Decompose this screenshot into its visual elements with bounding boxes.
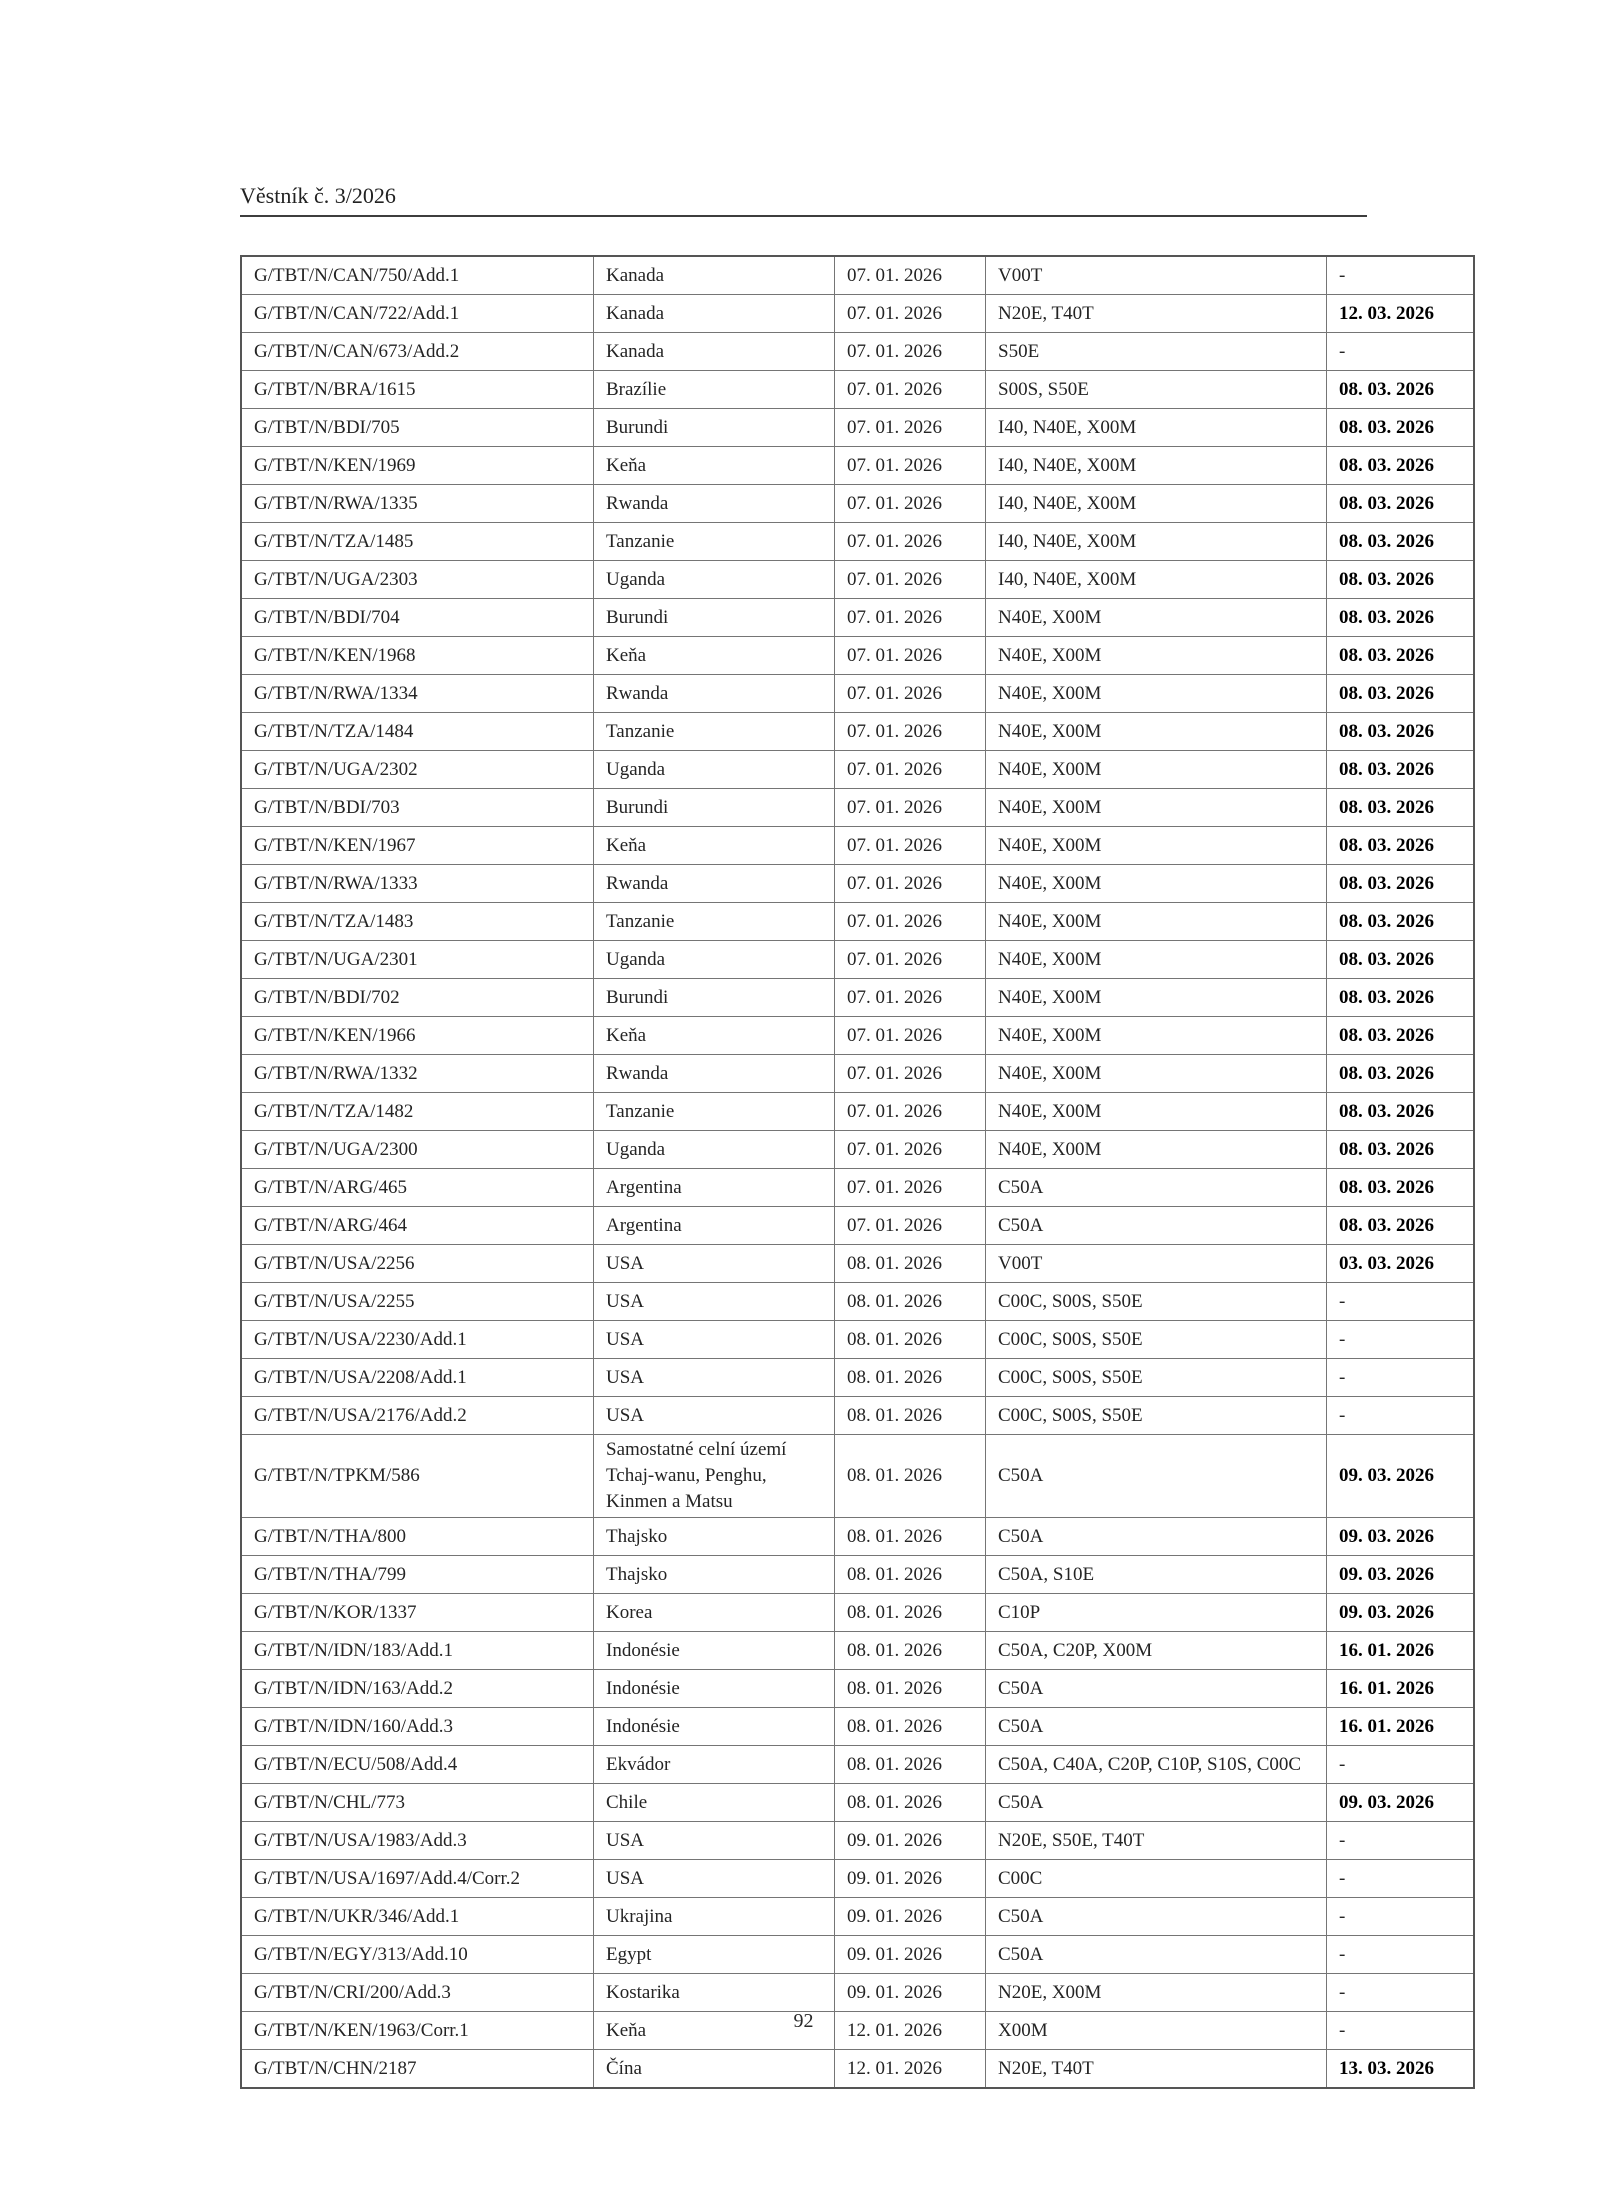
cell-notification: G/TBT/N/KOR/1337 — [241, 1594, 594, 1632]
cell-country: Ekvádor — [594, 1746, 835, 1784]
table-row — [241, 1207, 1474, 1245]
cell-notification: G/TBT/N/IDN/163/Add.2 — [241, 1670, 594, 1708]
cell-notification: G/TBT/N/CRI/200/Add.3 — [241, 1974, 594, 2012]
table-row — [241, 941, 1474, 979]
cell-notification: G/TBT/N/THA/799 — [241, 1556, 594, 1594]
table-row — [241, 979, 1474, 1017]
cell-deadline: - — [1327, 1898, 1475, 1936]
table-row — [241, 1936, 1474, 1974]
cell-notification: G/TBT/N/USA/2208/Add.1 — [241, 1359, 594, 1397]
cell-country: Tanzanie — [594, 713, 835, 751]
table-row — [241, 1435, 1474, 1518]
cell-country: Burundi — [594, 979, 835, 1017]
cell-notification: G/TBT/N/RWA/1333 — [241, 865, 594, 903]
cell-published: 07. 01. 2026 — [835, 599, 986, 637]
table-row — [241, 827, 1474, 865]
cell-codes: N40E, X00M — [986, 941, 1327, 979]
page-title: Věstník č. 3/2026 — [240, 184, 1367, 217]
cell-notification: G/TBT/N/TZA/1484 — [241, 713, 594, 751]
cell-country: Thajsko — [594, 1556, 835, 1594]
cell-published: 09. 01. 2026 — [835, 1898, 986, 1936]
cell-published: 09. 01. 2026 — [835, 1936, 986, 1974]
cell-codes: I40, N40E, X00M — [986, 447, 1327, 485]
cell-deadline: 16. 01. 2026 — [1327, 1670, 1475, 1708]
cell-published: 08. 01. 2026 — [835, 1632, 986, 1670]
cell-notification: G/TBT/N/TPKM/586 — [241, 1435, 594, 1518]
table-row — [241, 2050, 1474, 2089]
table-row — [241, 295, 1474, 333]
cell-codes: C10P — [986, 1594, 1327, 1632]
cell-codes: C50A — [986, 1518, 1327, 1556]
cell-codes: V00T — [986, 1245, 1327, 1283]
cell-deadline: - — [1327, 333, 1475, 371]
cell-deadline: - — [1327, 1746, 1475, 1784]
cell-deadline: 08. 03. 2026 — [1327, 447, 1475, 485]
cell-notification: G/TBT/N/ARG/465 — [241, 1169, 594, 1207]
cell-notification: G/TBT/N/KEN/1963/Corr.1 — [241, 2012, 594, 2050]
cell-deadline: 08. 03. 2026 — [1327, 865, 1475, 903]
cell-published: 09. 01. 2026 — [835, 1974, 986, 2012]
cell-published: 08. 01. 2026 — [835, 1359, 986, 1397]
table-row — [241, 637, 1474, 675]
cell-published: 08. 01. 2026 — [835, 1435, 986, 1518]
cell-codes: N40E, X00M — [986, 1093, 1327, 1131]
cell-deadline: - — [1327, 1822, 1475, 1860]
cell-notification: G/TBT/N/CAN/722/Add.1 — [241, 295, 594, 333]
cell-deadline: 08. 03. 2026 — [1327, 485, 1475, 523]
cell-deadline: 08. 03. 2026 — [1327, 1169, 1475, 1207]
cell-deadline: 08. 03. 2026 — [1327, 1207, 1475, 1245]
cell-notification: G/TBT/N/UGA/2300 — [241, 1131, 594, 1169]
table-row — [241, 1131, 1474, 1169]
cell-codes: C50A — [986, 1784, 1327, 1822]
cell-codes: C00C, S00S, S50E — [986, 1397, 1327, 1435]
table-row — [241, 371, 1474, 409]
cell-published: 07. 01. 2026 — [835, 523, 986, 561]
cell-published: 07. 01. 2026 — [835, 485, 986, 523]
cell-codes: C50A — [986, 1708, 1327, 1746]
cell-published: 07. 01. 2026 — [835, 903, 986, 941]
cell-notification: G/TBT/N/BDI/704 — [241, 599, 594, 637]
cell-country: Uganda — [594, 1131, 835, 1169]
cell-notification: G/TBT/N/USA/2176/Add.2 — [241, 1397, 594, 1435]
cell-deadline: 08. 03. 2026 — [1327, 675, 1475, 713]
cell-deadline: 13. 03. 2026 — [1327, 2050, 1475, 2089]
table-row — [241, 1321, 1474, 1359]
cell-codes: N40E, X00M — [986, 637, 1327, 675]
table-row — [241, 1594, 1474, 1632]
cell-notification: G/TBT/N/KEN/1967 — [241, 827, 594, 865]
cell-country: Chile — [594, 1784, 835, 1822]
cell-country: Burundi — [594, 409, 835, 447]
cell-country: USA — [594, 1822, 835, 1860]
cell-published: 09. 01. 2026 — [835, 1860, 986, 1898]
cell-deadline: 08. 03. 2026 — [1327, 941, 1475, 979]
cell-notification: G/TBT/N/RWA/1334 — [241, 675, 594, 713]
table-row — [241, 409, 1474, 447]
cell-deadline: - — [1327, 1860, 1475, 1898]
cell-published: 12. 01. 2026 — [835, 2012, 986, 2050]
cell-country: Keňa — [594, 637, 835, 675]
cell-deadline: 08. 03. 2026 — [1327, 599, 1475, 637]
table-row — [241, 1283, 1474, 1321]
cell-codes: C00C — [986, 1860, 1327, 1898]
cell-codes: C50A — [986, 1936, 1327, 1974]
cell-published: 08. 01. 2026 — [835, 1670, 986, 1708]
cell-codes: N40E, X00M — [986, 1017, 1327, 1055]
cell-notification: G/TBT/N/UGA/2302 — [241, 751, 594, 789]
cell-codes: N40E, X00M — [986, 979, 1327, 1017]
table-row — [241, 1670, 1474, 1708]
cell-notification: G/TBT/N/CAN/673/Add.2 — [241, 333, 594, 371]
table-row — [241, 523, 1474, 561]
cell-deadline: 08. 03. 2026 — [1327, 789, 1475, 827]
table-row — [241, 599, 1474, 637]
cell-country: Uganda — [594, 751, 835, 789]
cell-country: Samostatné celní území Tchaj-wanu, Penghu, Kinmen a Matsu — [594, 1435, 835, 1518]
cell-country: USA — [594, 1321, 835, 1359]
table-row — [241, 1518, 1474, 1556]
cell-notification: G/TBT/N/USA/2255 — [241, 1283, 594, 1321]
cell-notification: G/TBT/N/IDN/183/Add.1 — [241, 1632, 594, 1670]
cell-published: 08. 01. 2026 — [835, 1283, 986, 1321]
cell-deadline: - — [1327, 1397, 1475, 1435]
cell-codes: C50A, S10E — [986, 1556, 1327, 1594]
cell-codes: C50A — [986, 1670, 1327, 1708]
cell-country: Uganda — [594, 561, 835, 599]
cell-codes: C00C, S00S, S50E — [986, 1321, 1327, 1359]
cell-published: 07. 01. 2026 — [835, 447, 986, 485]
cell-notification: G/TBT/N/USA/2230/Add.1 — [241, 1321, 594, 1359]
cell-deadline: - — [1327, 1974, 1475, 2012]
cell-country: Kanada — [594, 333, 835, 371]
cell-deadline: 08. 03. 2026 — [1327, 637, 1475, 675]
cell-deadline: 08. 03. 2026 — [1327, 1055, 1475, 1093]
cell-published: 07. 01. 2026 — [835, 1131, 986, 1169]
cell-notification: G/TBT/N/TZA/1485 — [241, 523, 594, 561]
cell-published: 07. 01. 2026 — [835, 789, 986, 827]
cell-deadline: 16. 01. 2026 — [1327, 1632, 1475, 1670]
cell-country: Čína — [594, 2050, 835, 2089]
cell-country: Korea — [594, 1594, 835, 1632]
cell-country: Rwanda — [594, 1055, 835, 1093]
cell-notification: G/TBT/N/BDI/702 — [241, 979, 594, 1017]
cell-deadline: 08. 03. 2026 — [1327, 1017, 1475, 1055]
cell-country: Keňa — [594, 1017, 835, 1055]
notifications-table-body — [241, 256, 1474, 2088]
cell-deadline: 08. 03. 2026 — [1327, 561, 1475, 599]
table-row — [241, 1556, 1474, 1594]
cell-published: 08. 01. 2026 — [835, 1556, 986, 1594]
cell-country: Thajsko — [594, 1518, 835, 1556]
cell-notification: G/TBT/N/EGY/313/Add.10 — [241, 1936, 594, 1974]
cell-published: 07. 01. 2026 — [835, 713, 986, 751]
cell-codes: S00S, S50E — [986, 371, 1327, 409]
cell-codes: I40, N40E, X00M — [986, 409, 1327, 447]
table-row — [241, 485, 1474, 523]
cell-deadline: 12. 03. 2026 — [1327, 295, 1475, 333]
cell-published: 08. 01. 2026 — [835, 1397, 986, 1435]
cell-country: Rwanda — [594, 675, 835, 713]
table-row — [241, 1245, 1474, 1283]
cell-published: 07. 01. 2026 — [835, 295, 986, 333]
cell-codes: C00C, S00S, S50E — [986, 1359, 1327, 1397]
cell-codes: I40, N40E, X00M — [986, 523, 1327, 561]
table-row — [241, 1632, 1474, 1670]
cell-published: 08. 01. 2026 — [835, 1594, 986, 1632]
cell-codes: C50A — [986, 1207, 1327, 1245]
cell-notification: G/TBT/N/KEN/1966 — [241, 1017, 594, 1055]
cell-codes: N40E, X00M — [986, 1131, 1327, 1169]
cell-codes: C50A — [986, 1435, 1327, 1518]
cell-country: Keňa — [594, 447, 835, 485]
table-row — [241, 751, 1474, 789]
cell-notification: G/TBT/N/TZA/1482 — [241, 1093, 594, 1131]
cell-deadline: 09. 03. 2026 — [1327, 1594, 1475, 1632]
table-row — [241, 1017, 1474, 1055]
table-row — [241, 1093, 1474, 1131]
cell-codes: N40E, X00M — [986, 751, 1327, 789]
cell-deadline: 08. 03. 2026 — [1327, 713, 1475, 751]
cell-published: 07. 01. 2026 — [835, 1093, 986, 1131]
cell-codes: N40E, X00M — [986, 1055, 1327, 1093]
table-row — [241, 789, 1474, 827]
cell-codes: N20E, S50E, T40T — [986, 1822, 1327, 1860]
table-row — [241, 1359, 1474, 1397]
cell-notification: G/TBT/N/USA/1697/Add.4/Corr.2 — [241, 1860, 594, 1898]
cell-deadline: 09. 03. 2026 — [1327, 1784, 1475, 1822]
cell-notification: G/TBT/N/UGA/2303 — [241, 561, 594, 599]
cell-deadline: 09. 03. 2026 — [1327, 1435, 1475, 1518]
cell-notification: G/TBT/N/CAN/750/Add.1 — [241, 256, 594, 295]
cell-country: Uganda — [594, 941, 835, 979]
cell-country: Egypt — [594, 1936, 835, 1974]
table-row — [241, 1822, 1474, 1860]
cell-codes: N20E, T40T — [986, 295, 1327, 333]
cell-country: Kostarika — [594, 1974, 835, 2012]
cell-notification: G/TBT/N/CHN/2187 — [241, 2050, 594, 2089]
cell-codes: I40, N40E, X00M — [986, 485, 1327, 523]
cell-notification: G/TBT/N/USA/2256 — [241, 1245, 594, 1283]
cell-country: Brazílie — [594, 371, 835, 409]
cell-published: 07. 01. 2026 — [835, 1207, 986, 1245]
cell-country: Argentina — [594, 1207, 835, 1245]
cell-notification: G/TBT/N/KEN/1968 — [241, 637, 594, 675]
cell-country: Indonésie — [594, 1708, 835, 1746]
cell-published: 07. 01. 2026 — [835, 1169, 986, 1207]
cell-published: 07. 01. 2026 — [835, 409, 986, 447]
cell-published: 08. 01. 2026 — [835, 1245, 986, 1283]
cell-published: 12. 01. 2026 — [835, 2050, 986, 2089]
cell-country: USA — [594, 1860, 835, 1898]
cell-notification: G/TBT/N/BDI/705 — [241, 409, 594, 447]
cell-codes: N40E, X00M — [986, 599, 1327, 637]
cell-published: 07. 01. 2026 — [835, 865, 986, 903]
cell-codes: C50A — [986, 1169, 1327, 1207]
table-row — [241, 1860, 1474, 1898]
cell-country: Tanzanie — [594, 903, 835, 941]
cell-published: 08. 01. 2026 — [835, 1518, 986, 1556]
table-row — [241, 1746, 1474, 1784]
cell-published: 07. 01. 2026 — [835, 941, 986, 979]
cell-published: 08. 01. 2026 — [835, 1784, 986, 1822]
table-row — [241, 1898, 1474, 1936]
cell-country: USA — [594, 1397, 835, 1435]
cell-country: USA — [594, 1359, 835, 1397]
cell-codes: N20E, T40T — [986, 2050, 1327, 2089]
cell-published: 07. 01. 2026 — [835, 561, 986, 599]
cell-deadline: 08. 03. 2026 — [1327, 1131, 1475, 1169]
cell-country: USA — [594, 1283, 835, 1321]
cell-notification: G/TBT/N/CHL/773 — [241, 1784, 594, 1822]
cell-published: 07. 01. 2026 — [835, 1055, 986, 1093]
table-row — [241, 256, 1474, 295]
cell-codes: N40E, X00M — [986, 865, 1327, 903]
cell-published: 07. 01. 2026 — [835, 979, 986, 1017]
cell-deadline: 08. 03. 2026 — [1327, 827, 1475, 865]
cell-deadline: 08. 03. 2026 — [1327, 903, 1475, 941]
cell-notification: G/TBT/N/TZA/1483 — [241, 903, 594, 941]
cell-notification: G/TBT/N/BRA/1615 — [241, 371, 594, 409]
table-row — [241, 713, 1474, 751]
cell-codes: N40E, X00M — [986, 789, 1327, 827]
cell-notification: G/TBT/N/THA/800 — [241, 1518, 594, 1556]
cell-codes: N40E, X00M — [986, 827, 1327, 865]
cell-published: 09. 01. 2026 — [835, 1822, 986, 1860]
cell-codes: C50A, C20P, X00M — [986, 1632, 1327, 1670]
table-row — [241, 903, 1474, 941]
cell-deadline: 03. 03. 2026 — [1327, 1245, 1475, 1283]
cell-notification: G/TBT/N/KEN/1969 — [241, 447, 594, 485]
cell-deadline: - — [1327, 256, 1475, 295]
table-row — [241, 1169, 1474, 1207]
cell-deadline: - — [1327, 2012, 1475, 2050]
cell-deadline: 08. 03. 2026 — [1327, 371, 1475, 409]
cell-codes: X00M — [986, 2012, 1327, 2050]
table-row — [241, 333, 1474, 371]
cell-deadline: 08. 03. 2026 — [1327, 523, 1475, 561]
cell-codes: N40E, X00M — [986, 713, 1327, 751]
cell-deadline: - — [1327, 1321, 1475, 1359]
table-row — [241, 1784, 1474, 1822]
table-row — [241, 1974, 1474, 2012]
cell-published: 07. 01. 2026 — [835, 1017, 986, 1055]
cell-codes: N20E, X00M — [986, 1974, 1327, 2012]
table-row — [241, 561, 1474, 599]
cell-country: USA — [594, 1245, 835, 1283]
cell-country: Burundi — [594, 599, 835, 637]
table-row — [241, 675, 1474, 713]
cell-codes: S50E — [986, 333, 1327, 371]
cell-country: Ukrajina — [594, 1898, 835, 1936]
cell-codes: I40, N40E, X00M — [986, 561, 1327, 599]
cell-deadline: 08. 03. 2026 — [1327, 409, 1475, 447]
cell-notification: G/TBT/N/UKR/346/Add.1 — [241, 1898, 594, 1936]
notifications-table — [240, 255, 1475, 2089]
cell-notification: G/TBT/N/BDI/703 — [241, 789, 594, 827]
cell-country: Rwanda — [594, 865, 835, 903]
cell-deadline: - — [1327, 1936, 1475, 1974]
cell-country: Indonésie — [594, 1670, 835, 1708]
cell-country: Kanada — [594, 295, 835, 333]
table-row — [241, 1055, 1474, 1093]
cell-notification: G/TBT/N/ARG/464 — [241, 1207, 594, 1245]
page-number: 92 — [793, 2010, 814, 2032]
cell-country: Rwanda — [594, 485, 835, 523]
cell-deadline: 16. 01. 2026 — [1327, 1708, 1475, 1746]
table-row — [241, 1708, 1474, 1746]
cell-published: 08. 01. 2026 — [835, 1746, 986, 1784]
cell-codes: C50A — [986, 1898, 1327, 1936]
cell-published: 07. 01. 2026 — [835, 637, 986, 675]
table-row — [241, 447, 1474, 485]
cell-codes: C50A, C40A, C20P, C10P, S10S, C00C — [986, 1746, 1327, 1784]
cell-country: Indonésie — [594, 1632, 835, 1670]
cell-country: Keňa — [594, 2012, 835, 2050]
cell-country: Tanzanie — [594, 523, 835, 561]
cell-published: 07. 01. 2026 — [835, 371, 986, 409]
cell-notification: G/TBT/N/IDN/160/Add.3 — [241, 1708, 594, 1746]
cell-notification: G/TBT/N/USA/1983/Add.3 — [241, 1822, 594, 1860]
cell-deadline: 08. 03. 2026 — [1327, 979, 1475, 1017]
cell-deadline: 09. 03. 2026 — [1327, 1556, 1475, 1594]
cell-notification: G/TBT/N/RWA/1335 — [241, 485, 594, 523]
cell-deadline: 09. 03. 2026 — [1327, 1518, 1475, 1556]
cell-notification: G/TBT/N/RWA/1332 — [241, 1055, 594, 1093]
cell-published: 07. 01. 2026 — [835, 256, 986, 295]
cell-deadline: - — [1327, 1283, 1475, 1321]
cell-notification: G/TBT/N/UGA/2301 — [241, 941, 594, 979]
cell-published: 08. 01. 2026 — [835, 1708, 986, 1746]
cell-notification: G/TBT/N/ECU/508/Add.4 — [241, 1746, 594, 1784]
table-row — [241, 865, 1474, 903]
cell-codes: V00T — [986, 256, 1327, 295]
cell-deadline: 08. 03. 2026 — [1327, 1093, 1475, 1131]
cell-country: Burundi — [594, 789, 835, 827]
cell-codes: N40E, X00M — [986, 903, 1327, 941]
cell-published: 07. 01. 2026 — [835, 827, 986, 865]
cell-codes: C00C, S00S, S50E — [986, 1283, 1327, 1321]
cell-codes: N40E, X00M — [986, 675, 1327, 713]
cell-published: 07. 01. 2026 — [835, 333, 986, 371]
cell-published: 07. 01. 2026 — [835, 751, 986, 789]
cell-country: Tanzanie — [594, 1093, 835, 1131]
table-row — [241, 1397, 1474, 1435]
cell-country: Argentina — [594, 1169, 835, 1207]
cell-published: 07. 01. 2026 — [835, 675, 986, 713]
cell-deadline: 08. 03. 2026 — [1327, 751, 1475, 789]
cell-country: Keňa — [594, 827, 835, 865]
cell-deadline: - — [1327, 1359, 1475, 1397]
cell-country: Kanada — [594, 256, 835, 295]
cell-published: 08. 01. 2026 — [835, 1321, 986, 1359]
